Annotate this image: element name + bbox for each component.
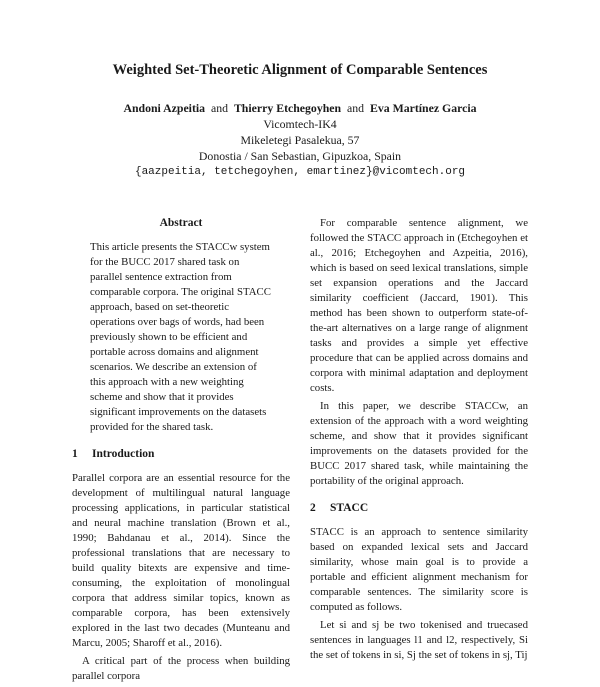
right-paragraph-2: In this paper, we describe STACCw, an extension of the approach with a word weighting scheme, and show that it provides significant improvements on the datasets provided for the BUCC 2017 shared task, while maintaining the portability of the original approach. [310, 400, 528, 487]
author-emails: {aazpeitia, tetchegoyhen, emartinez}@vicomtech.org [134, 166, 466, 178]
intro-paragraph-2: A critical part of the process when building parallel corpora [72, 655, 290, 682]
author-1: Andoni Azpeitia [123, 101, 206, 115]
section-1-title: Introduction [92, 448, 155, 460]
left-column [72, 216, 290, 687]
affiliation: Vicomtech-IK4 [263, 117, 337, 131]
author-3: Eva Martínez Garcia [369, 101, 477, 115]
author-names [0, 100, 600, 116]
section-1-number: 1 [72, 448, 78, 460]
right-paragraph-1: For comparable sentence alignment, we followed the STACC approach in (Etchegoyhen et al., 2016; Etchegoyhen and Azpeitia, 2016), which is based on seed lexical translations, simple set expansion operations and the Jaccard similarity coefficient (Jaccard, 1901). This method has been shown to outperform state-of-the-art alternatives on a large range of alignment tasks and provides a simple yet effective procedure that can be applied across domains and corpora with minimal adaptation and deployment costs. [310, 217, 528, 394]
paper-title: Weighted Set-Theoretic Alignment of Comparable Sentences [112, 62, 488, 78]
section-2-title: STACC [330, 502, 369, 514]
address-line-1: Mikeletegi Pasalekua, 57 [240, 133, 360, 147]
address-line-2: Donostia / San Sebastian, Gipuzkoa, Spain [198, 149, 402, 163]
author-block [0, 100, 600, 180]
author-conjunction: and [347, 101, 365, 115]
stacc-paragraph-2: Let si and sj be two tokenised and truecased sentences in languages l1 and l2, respectively, Si the set of tokens in si, Sj the set of tokens in sj, Tij [310, 619, 528, 661]
right-column [310, 216, 528, 666]
section-1-heading [72, 447, 290, 462]
author-conjunction: and [210, 101, 229, 115]
section-2-heading [310, 501, 528, 516]
section-2-number: 2 [310, 502, 316, 514]
abstract-heading: Abstract [159, 217, 203, 229]
author-2: Thierry Etchegoyhen [233, 101, 342, 115]
intro-paragraph-1: Parallel corpora are an essential resource for the development of multilingual natural language processing applications, in particular statistical and neural machine translation (Brown et al., 1990; Bahdanau et al., 2014). Since the professional translations that are necessary to build quality bitexts are expensive and time-consuming, the exploitation of monolingual corpora that address similar topics, known as comparable corpora, has been extensively explored in the last two decades (Munteanu and Marcu, 2005; Sharoff et al., 2016). [72, 472, 290, 649]
abstract-text: This article presents the STACCw system for the BUCC 2017 shared task on parallel sentence extraction from comparable corpora. The original STACC approach, based on set-theoretic operations over bags of words, had been previously shown to be efficient and portable across domains and alignment scenarios. We describe an extension of this approach with a new weighting scheme and show that it provides significant improvements on the datasets provided for the shared task. [90, 241, 271, 433]
stacc-paragraph-1: STACC is an approach to sentence similarity based on expanded lexical sets and Jaccard similarity, whose main goal is to provide a portable and efficient alignment mechanism for comparable sentences. The similarity score is computed as follows. [310, 526, 528, 613]
